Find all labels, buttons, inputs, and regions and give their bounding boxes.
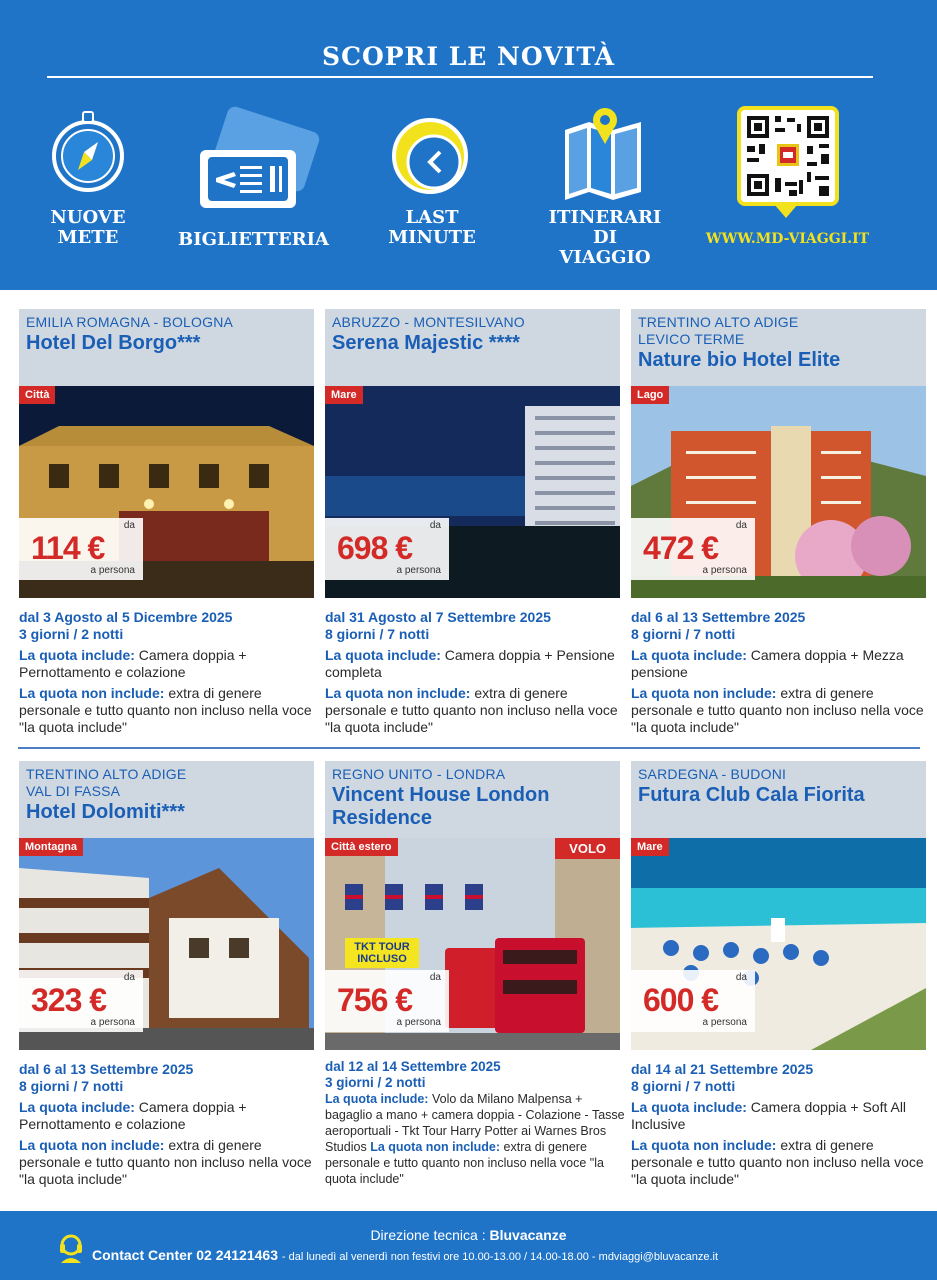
card-dates: dal 6 al 13 Settembre 2025 [19,1061,194,1077]
feature-last-minute[interactable] [382,100,482,250]
include-label: La quota include: [325,647,441,663]
card-photo [19,838,314,1050]
card-details [19,609,319,740]
exclude-label: La quota non include: [370,1140,501,1154]
card-header [19,309,314,386]
card-hotel-name: Nature bio Hotel Elite [638,349,841,371]
category-tag: Mare [325,386,363,404]
card-photo [325,386,620,598]
card-nights: 3 giorni / 2 notti [325,1075,426,1090]
exclude-text: extra di genere personale e tutto quanto non incluso nella voce "la quota include" [325,685,618,735]
include-text: Camera doppia + Pernottamento e colazione [19,1099,247,1132]
card-nights: 8 giorni / 7 notti [631,1078,736,1094]
category-tag: Mare [631,838,669,856]
card-region: TRENTINO ALTO ADIGE [26,766,187,782]
price-box [325,518,449,580]
price-value: 472 € [643,530,719,566]
category-tag: Lago [631,386,669,404]
card-header [325,761,620,838]
feature-biglietteria[interactable] [178,100,330,250]
include-label: La quota include: [19,1099,135,1115]
include-label: La quota include: [325,1092,429,1106]
card-dates: dal 6 al 13 Settembre 2025 [631,609,806,625]
exclude-label: La quota non include: [19,685,165,701]
tour-badge: TKT TOUR INCLUSO [345,938,419,968]
exclude-label: La quota non include: [325,685,471,701]
exclude-text: extra di genere personale e tutto quanto non incluso nella voce "la quota include" [325,1140,604,1186]
exclude-label: La quota non include: [631,685,777,701]
card-header [631,309,926,386]
card-header [19,761,314,838]
card-region: ABRUZZO - MONTESILVANO [332,314,525,330]
price-per-label: a persona [702,1017,747,1028]
include-label: La quota include: [19,647,135,663]
exclude-text: extra di genere personale e tutto quanto non incluso nella voce "la quota include" [631,1137,924,1187]
price-per-label: a persona [396,1017,441,1028]
header-banner [0,0,937,290]
qr-code[interactable] [737,106,839,206]
flight-badge: VOLO [555,838,620,859]
card-details [631,1061,931,1192]
card-region: REGNO UNITO - LONDRA [332,766,506,782]
price-box [325,970,449,1032]
card-hotel-name: Vincent House London Residence [332,784,550,829]
card-photo [19,386,314,598]
footer [0,1211,937,1280]
feature-label: BIGLIETTERIA [178,229,330,250]
include-text: Camera doppia + Mezza pensione [631,647,904,680]
card-photo [631,838,926,1050]
exclude-label: La quota non include: [19,1137,165,1153]
price-from-label: da [123,520,135,531]
clock-icon [382,100,482,200]
map-icon [545,100,665,200]
feature-label: NUOVE METE [50,207,126,248]
card-photo [631,386,926,598]
website-link[interactable]: WWW.MD-VIAGGI.IT [705,231,870,247]
card-region: EMILIA ROMAGNA - BOLOGNA [26,314,234,330]
exclude-text: extra di genere personale e tutto quanto non incluso nella voce "la quota include" [19,1137,312,1187]
card-region: TRENTINO ALTO ADIGE [638,314,799,330]
header-divider [47,76,873,78]
price-from-label: da [429,972,441,983]
card-dates: dal 3 Agosto al 5 Dicembre 2025 [19,609,233,625]
card-photo [325,838,620,1050]
include-label: La quota include: [631,1099,747,1115]
row-divider [18,747,920,749]
feature-label: ITINERARI DI VIAGGIO [548,207,662,268]
ticket-icon [178,100,326,220]
price-box [19,970,143,1032]
price-from-label: da [735,972,747,983]
card-details [631,609,931,740]
exclude-label: La quota non include: [631,1137,777,1153]
feature-itinerari[interactable] [545,100,665,268]
card-subregion: VAL DI FASSA [26,783,121,799]
price-box [19,518,143,580]
header-title: SCOPRI LE NOVITÀ [322,42,615,71]
include-text: Camera doppia + Pensione completa [325,647,615,680]
card-header [631,761,926,838]
compass-icon [40,100,136,200]
card-nights: 8 giorni / 7 notti [325,626,430,642]
price-from-label: da [123,972,135,983]
price-value: 600 € [643,982,719,1018]
price-value: 698 € [337,530,413,566]
price-from-label: da [429,520,441,531]
category-tag: Montagna [19,838,83,856]
card-hotel-name: Serena Majestic **** [332,332,520,354]
card-nights: 3 giorni / 2 notti [19,626,124,642]
qr-pointer [774,204,798,218]
footer-direction-name: Bluvacanze [489,1227,567,1243]
card-details [325,1059,625,1191]
include-text: Camera doppia + Soft All Inclusive [631,1099,907,1132]
card-dates: dal 14 al 21 Settembre 2025 [631,1061,814,1077]
card-details [19,1061,319,1192]
category-tag: Città estero [325,838,398,856]
price-per-label: a persona [702,565,747,576]
card-hotel-name: Futura Club Cala Fiorita [638,784,865,806]
card-dates: dal 31 Agosto al 7 Settembre 2025 [325,609,551,625]
exclude-text: extra di genere personale e tutto quanto non incluso nella voce "la quota include" [631,685,924,735]
footer-contact [92,1247,718,1263]
qr-code-icon [741,110,835,202]
contact-center[interactable]: Contact Center 02 24121463 [92,1247,278,1263]
price-box [631,518,755,580]
category-tag: Città [19,386,55,404]
include-text: Camera doppia + Pernottamento e colazione [19,647,247,680]
card-details [325,609,625,740]
card-hotel-name: Hotel Del Borgo*** [26,332,201,354]
price-value: 114 € [31,530,105,566]
card-dates: dal 12 al 14 Settembre 2025 [325,1059,501,1074]
card-region: SARDEGNA - BUDONI [638,766,787,782]
card-nights: 8 giorni / 7 notti [631,626,736,642]
footer-direction-label: Direzione tecnica : [370,1227,486,1243]
price-value: 323 € [31,982,107,1018]
feature-nuove-mete[interactable] [40,100,136,250]
price-value: 756 € [337,982,413,1018]
footer-direction [0,1227,937,1243]
include-text: Volo da Milano Malpensa + bagaglio a mano + camera doppia - Colazione - Tasse aeroportuali - Tkt Tour Harry Potter ai Warnes Bros Studios [325,1092,625,1154]
price-box [631,970,755,1032]
card-nights: 8 giorni / 7 notti [19,1078,124,1094]
price-per-label: a persona [90,565,135,576]
card-hotel-name: Hotel Dolomiti*** [26,801,185,823]
feature-label: LAST MINUTE [388,207,476,248]
price-per-label: a persona [396,565,441,576]
price-from-label: da [735,520,747,531]
contact-hours: - dal lunedì al venerdì non festivi ore 10.00-13.00 / 14.00-18.00 - mdviaggi@bluvacanze.it [281,1251,719,1263]
exclude-text: extra di genere personale e tutto quanto non incluso nella voce "la quota include" [19,685,312,735]
price-per-label: a persona [90,1017,135,1028]
include-label: La quota include: [631,647,747,663]
card-header [325,309,620,386]
card-subregion: LEVICO TERME [638,331,745,347]
